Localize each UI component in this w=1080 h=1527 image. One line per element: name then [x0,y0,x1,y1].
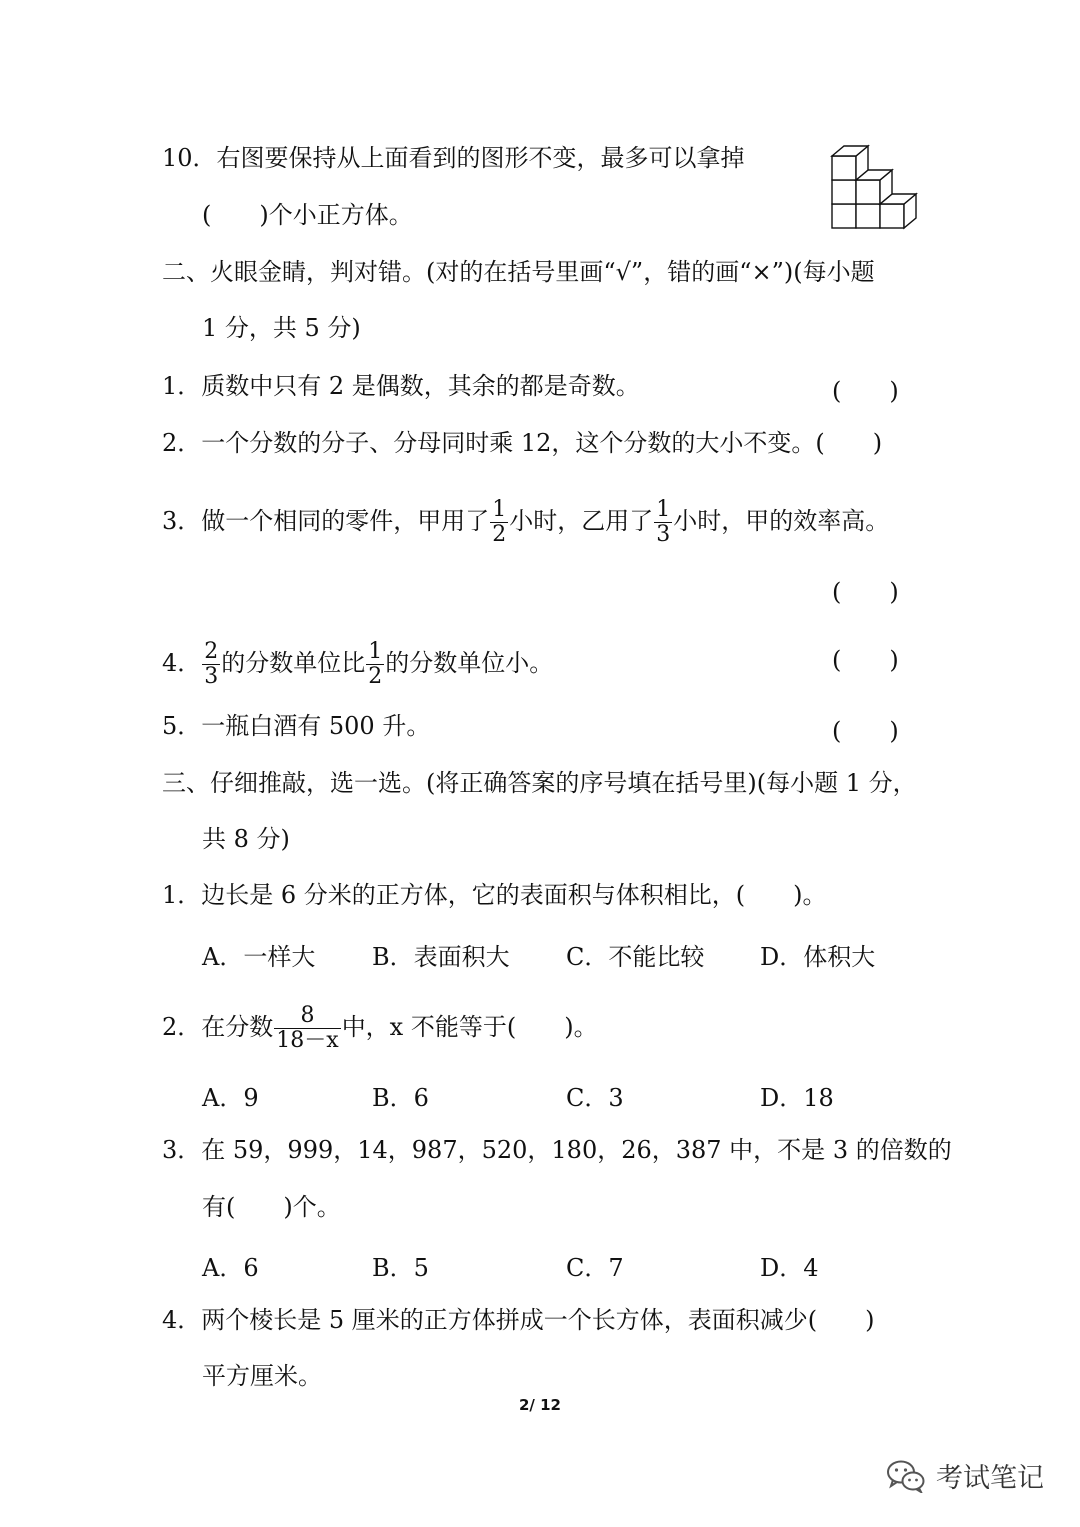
frac-denominator: 3 [204,664,219,689]
q10-line1: 10．右图要保持从上面看到的图形不变，最多可以拿掉 [162,144,745,172]
fraction-one-half [490,498,508,547]
s2-item-4 [162,640,553,689]
s2-item-1: 1．质数中只有 2 是偶数，其余的都是奇数。 [162,372,640,400]
s3-q3-option-c[interactable]: C．7 [566,1254,624,1282]
s2-item-3-suffix: 小时，甲的效率高。 [673,507,890,535]
s2-item-1-answer[interactable]: ( ) [832,377,899,405]
frac-numerator: 8 [300,1003,315,1028]
s3-q1-option-d[interactable]: D．体积大 [760,943,876,971]
frac-numerator: 1 [656,497,671,522]
s2-item-4-answer[interactable]: ( ) [832,646,899,674]
frac-denominator: 2 [492,522,507,547]
frac-numerator: 1 [368,639,383,664]
frac-denominator: 2 [368,664,383,689]
frac-denominator: 18－x [276,1028,339,1053]
fraction-one-third [654,498,672,547]
watermark [886,1456,1044,1495]
fraction-two-thirds [202,640,220,689]
fraction-8-over-18-minus-x [274,1004,340,1053]
s3-q3-line1: 3．在 59，999，14，987，520，180，26，387 中，不是 3 的倍数的 [162,1136,952,1164]
s3-q2-suffix: 中，x 不能等于( )。 [341,1013,598,1041]
s3-q2-option-c[interactable]: C．3 [566,1084,624,1112]
s2-item-4-suffix: 的分数单位小。 [385,649,554,677]
watermark-text: 考试笔记 [936,1463,1044,1494]
s3-q2 [162,1004,598,1053]
s3-q2-prefix: 2．在分数 [162,1013,274,1041]
s3-q2-option-a[interactable]: A．9 [202,1084,259,1112]
q10-line2: ( )个小正方体。 [202,201,413,229]
frac-denominator: 3 [656,522,671,547]
s3-q2-option-b[interactable]: B．6 [372,1084,429,1112]
page-number: 2/ 12 [518,1396,561,1414]
section2-title-line2: 1 分，共 5 分) [202,314,361,342]
s2-item-3 [162,498,889,547]
s3-q4-line2: 平方厘米。 [202,1362,322,1390]
s3-q3-option-a[interactable]: A．6 [202,1254,259,1282]
s2-item-2: 2．一个分数的分子、分母同时乘 12，这个分数的大小不变。( ) [162,429,883,457]
s3-q3-line2: 有( )个。 [202,1193,341,1221]
section3-title-line1: 三、仔细推敲，选一选。(将正确答案的序号填在括号里)(每小题 1 分， [162,769,917,797]
s2-item-3-answer[interactable]: ( ) [832,578,899,606]
s3-q1-option-c[interactable]: C．不能比较 [566,943,705,971]
frac-numerator: 1 [492,497,507,522]
wechat-icon [886,1459,926,1493]
s3-q4-line1: 4．两个棱长是 5 厘米的正方体拼成一个长方体，表面积减少( ) [162,1306,875,1334]
s3-q3-option-d[interactable]: D．4 [760,1254,819,1282]
s2-item-5-answer[interactable]: ( ) [832,717,899,745]
s2-item-3-prefix: 3．做一个相同的零件，甲用了 [162,507,490,535]
section3-title-line2: 共 8 分) [202,825,290,853]
s2-item-4-prefix: 4． [162,649,202,677]
s3-q1-option-a[interactable]: A．一样大 [202,943,316,971]
s3-q2-option-d[interactable]: D．18 [760,1084,834,1112]
cube-stack-figure [828,140,924,232]
section2-title-line1: 二、火眼金睛，判对错。(对的在括号里画“√”，错的画“×”)(每小题 [162,258,875,286]
frac-numerator: 2 [204,639,219,664]
s2-item-4-mid: 的分数单位比 [221,649,366,677]
s3-q1: 1．边长是 6 分米的正方体，它的表面积与体积相比，( )。 [162,881,827,909]
s2-item-5: 5．一瓶白酒有 500 升。 [162,712,431,740]
fraction-one-half-b [366,640,384,689]
s3-q1-option-b[interactable]: B．表面积大 [372,943,510,971]
s3-q3-option-b[interactable]: B．5 [372,1254,429,1282]
s2-item-3-mid: 小时，乙用了 [509,507,654,535]
